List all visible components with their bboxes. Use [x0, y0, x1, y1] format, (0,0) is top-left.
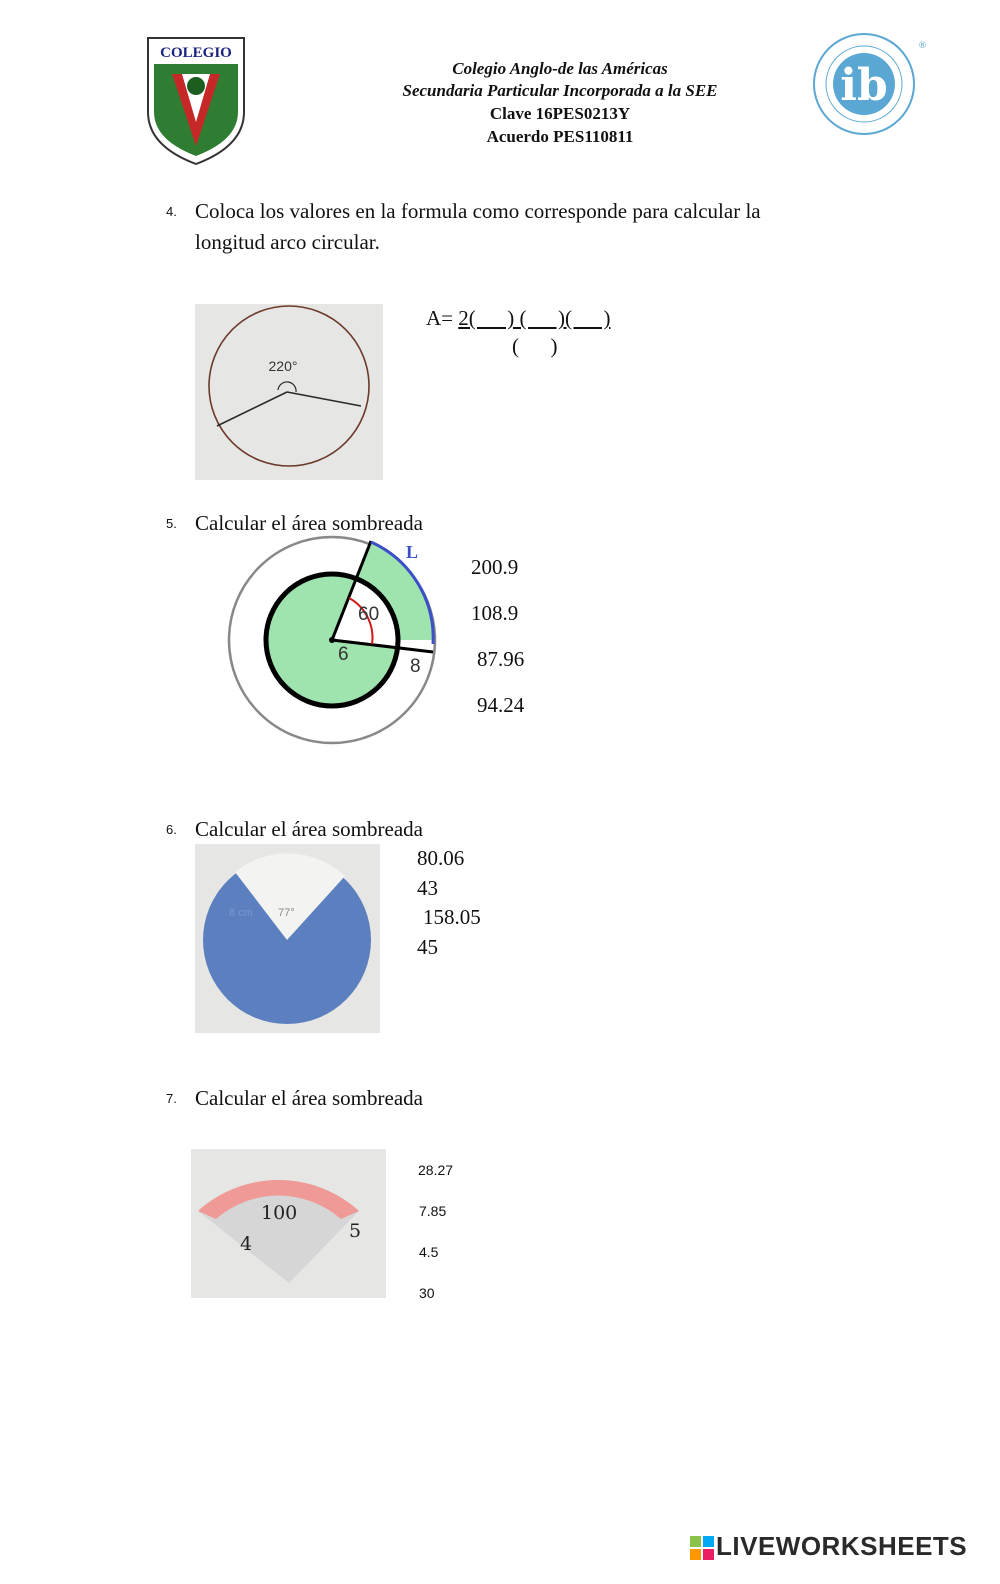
question-4-angle-label: 220° — [268, 358, 298, 374]
question-6-option-3[interactable]: 158.05 — [423, 905, 481, 929]
question-7-option-2[interactable]: 7.85 — [419, 1203, 447, 1219]
question-6-angle-label: 77° — [278, 907, 295, 919]
question-5-arc-label: L — [406, 542, 419, 562]
question-5-option-2[interactable]: 108.9 — [471, 601, 519, 625]
question-5-text: Calcular el área sombreada — [195, 511, 423, 535]
question-6-text: Calcular el área sombreada — [195, 817, 423, 841]
question-7-number: 7. — [166, 1091, 177, 1106]
question-7-radius-label: 4 — [240, 1233, 253, 1255]
crest-top-word: COLEGIO — [160, 45, 232, 61]
question-5-option-3[interactable]: 87.96 — [477, 647, 525, 671]
ib-world-school-logo — [806, 28, 926, 138]
question-4-formula — [426, 306, 686, 366]
question-6-option-1[interactable]: 80.06 — [417, 846, 465, 870]
school-acuerdo: Acuerdo PES110811 — [486, 127, 634, 146]
school-crest-logo — [142, 34, 250, 168]
question-7-figure — [191, 1149, 386, 1298]
ib-letters: ib — [840, 60, 888, 111]
liveworksheets-badge-icon — [690, 1536, 714, 1560]
question-4-number: 4. — [166, 204, 177, 219]
question-5-outer-width-label: 8 — [410, 656, 421, 677]
liveworksheets-brand[interactable]: LIVEWORKSHEETS — [716, 1531, 968, 1561]
question-5-option-1[interactable]: 200.9 — [471, 555, 519, 579]
formula-denominator: ( ) — [512, 334, 558, 358]
question-4-text: Coloca los valores en la formula como corresponde para calcular la longitud arco circular. — [195, 199, 761, 254]
formula-numerator: 2( ) ( )( ) — [458, 306, 611, 330]
school-clave: Clave 16PES0213Y — [489, 104, 631, 123]
question-5-option-4[interactable]: 94.24 — [477, 693, 525, 717]
question-6-option-4[interactable]: 45 — [417, 935, 438, 959]
question-5-inner-radius-label: 6 — [338, 644, 349, 665]
question-7-text: Calcular el área sombreada — [195, 1086, 423, 1110]
question-5-angle-label: 60 — [358, 604, 380, 625]
school-subtitle: Secundaria Particular Incorporada a la SEE — [402, 81, 718, 100]
question-7-option-3[interactable]: 4.5 — [419, 1244, 439, 1260]
question-5-figure — [222, 534, 442, 748]
question-6-radius-label: 8 cm — [229, 907, 253, 919]
question-7-angle-label: 100 — [261, 1202, 298, 1224]
question-6-figure — [195, 844, 380, 1033]
svg-text:®: ® — [918, 41, 927, 51]
question-5-number: 5. — [166, 516, 177, 531]
question-4-figure — [195, 304, 383, 480]
question-7-option-1[interactable]: 28.27 — [418, 1162, 454, 1178]
question-7-option-4[interactable]: 30 — [419, 1285, 435, 1301]
school-name: Colegio Anglo-de las Américas — [452, 59, 668, 78]
question-6-option-2[interactable]: 43 — [417, 876, 438, 900]
question-6-number: 6. — [166, 822, 177, 837]
formula-prefix: A= — [426, 306, 454, 330]
question-7-band-label: 5 — [349, 1220, 362, 1242]
